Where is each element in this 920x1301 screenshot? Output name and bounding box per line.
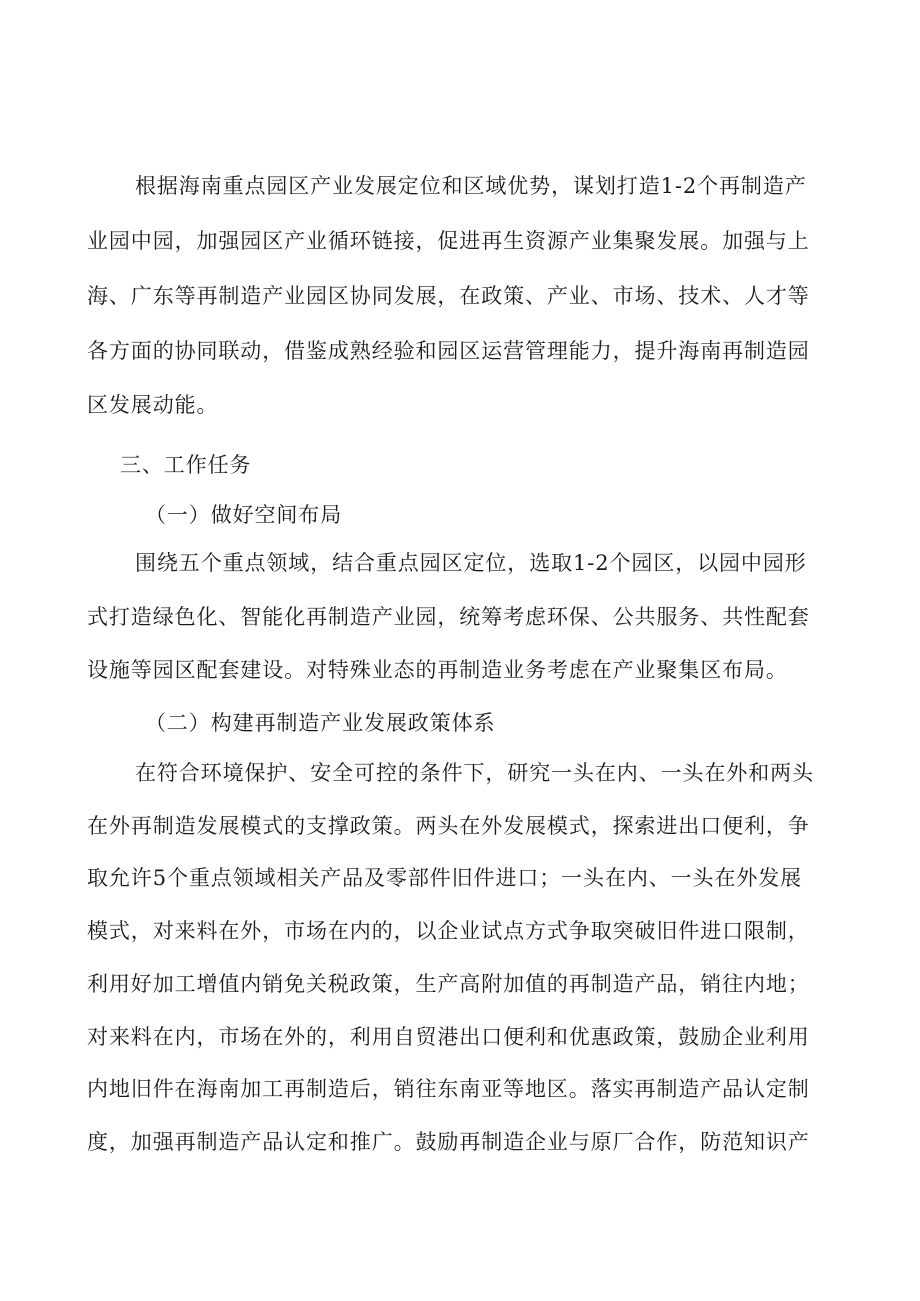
text-line: 区发展动能。 — [87, 393, 219, 417]
subsection-heading: （二）构建再制造产业发展政策体系 — [145, 711, 496, 735]
text-line: 在外再制造发展模式的支撑政策。两头在外发展模式，探索进出口便利，争 — [87, 814, 810, 838]
text-line: 取允许5个重点领域相关产品及零部件旧件进口；一头在内、一头在外发展 — [87, 866, 803, 890]
text-line: 对来料在内，市场在外的，利用自贸港出口便利和优惠政策，鼓励企业利用 — [87, 1025, 810, 1049]
section-heading: 三、工作任务 — [120, 453, 252, 477]
text-line: 设施等园区配套建设。对特殊业态的再制造业务考虑在产业聚集区布局。 — [87, 658, 788, 682]
text-line: 内地旧件在海南加工再制造后，销往东南亚等地区。落实再制造产品认定制 — [87, 1077, 810, 1101]
text-line: 海、广东等再制造产业园区协同发展，在政策、产业、市场、技术、人才等 — [87, 284, 810, 308]
text-line: 在符合环境保护、安全可控的条件下，研究一头在内、一头在外和两头 — [135, 761, 814, 785]
text-line: 根据海南重点园区产业发展定位和区域优势，谋划打造1-2个再制造产 — [135, 174, 807, 198]
text-line: 围绕五个重点领域，结合重点园区定位，选取1-2个园区，以园中园形 — [135, 551, 807, 575]
text-line: 各方面的协同联动，借鉴成熟经验和园区运营管理能力，提升海南再制造园 — [87, 339, 810, 363]
subsection-heading: （一）做好空间布局 — [145, 503, 343, 527]
text-line: 模式，对来料在外，市场在内的，以企业试点方式争取突破旧件进口限制， — [87, 919, 810, 943]
text-line: 度，加强再制造产品认定和推广。鼓励再制造企业与原厂合作，防范知识产 — [87, 1130, 810, 1154]
text-line: 业园中园，加强园区产业循环链接，促进再生资源产业集聚发展。加强与上 — [87, 229, 810, 253]
text-line: 式打造绿色化、智能化再制造产业园，统筹考虑环保、公共服务、共性配套 — [87, 605, 810, 629]
text-line: 利用好加工增值内销免关税政策，生产高附加值的再制造产品，销往内地； — [87, 972, 810, 996]
